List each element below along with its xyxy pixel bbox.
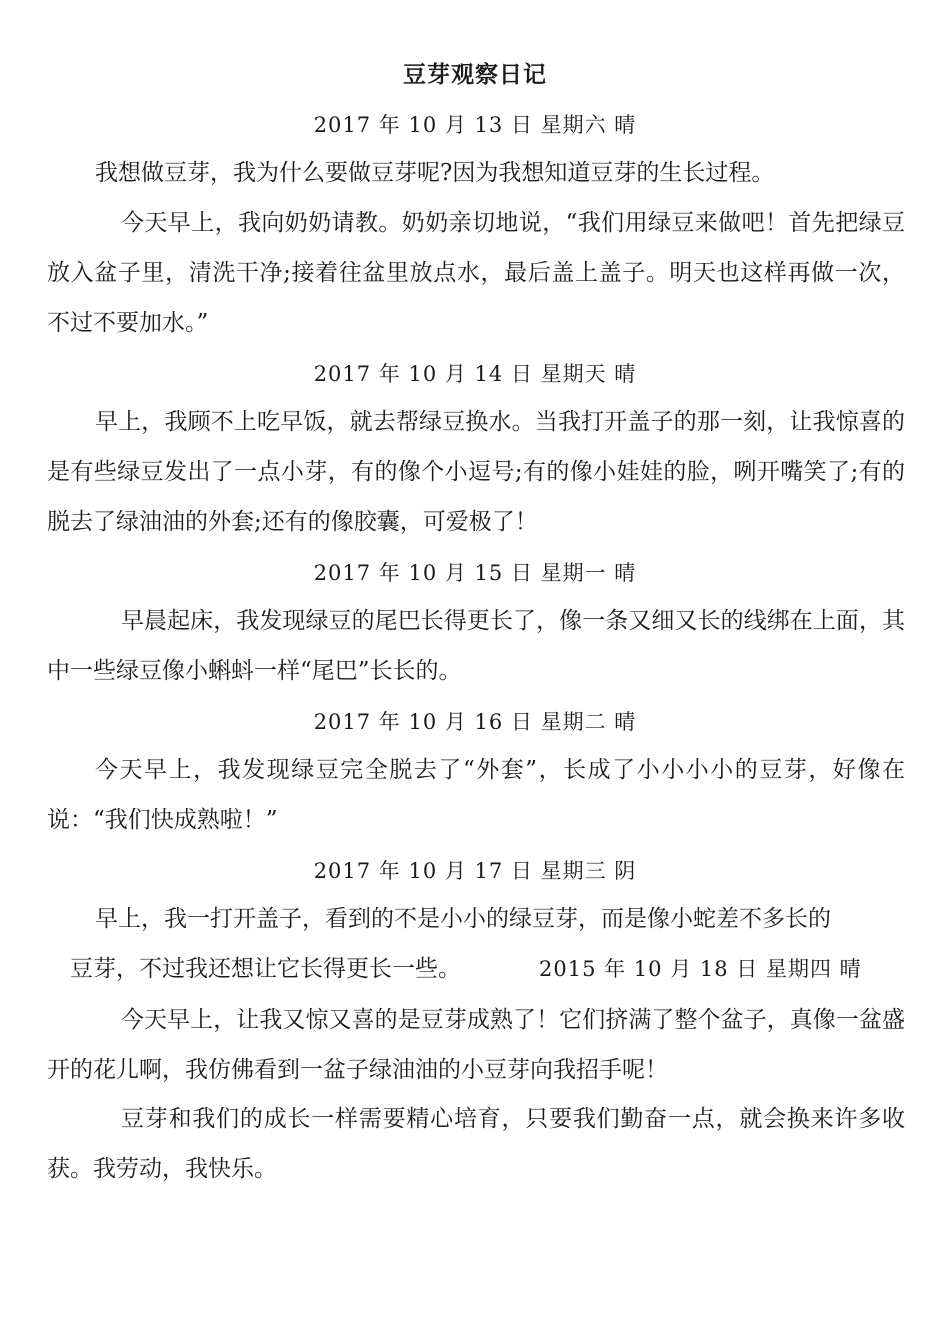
document-title: 豆芽观察日记 bbox=[403, 61, 547, 88]
entry-5-paragraph-2 bbox=[70, 944, 905, 994]
entry-2-paragraph-1: 早上，我顾不上吃早饭，就去帮绿豆换水。当我打开盖子的那一刻，让我惊喜的是有些绿豆发出了一点小芽，有的像个小逗号;有的像小娃娃的脸，咧开嘴笑了;有的脱去了绿油油的外套;还有的像胶囊，可爱极了！ bbox=[47, 409, 905, 535]
entry-date-6: 2015 年 10 月 18 日 星期四 晴 bbox=[539, 957, 862, 981]
entry-4-paragraph-1: 今天早上，我发现绿豆完全脱去了“外套”，长成了小小小小的豆芽，好像在说：“我们快成熟啦！” bbox=[47, 757, 905, 833]
entry-5-paragraph-2-text: 豆芽，不过我还想让它长得更长一些。 bbox=[70, 956, 461, 982]
entry-date-2: 2017 年 10 月 14 日 星期天 晴 bbox=[313, 362, 637, 386]
entry-date-3: 2017 年 10 月 15 日 星期一 晴 bbox=[313, 561, 637, 585]
entry-1-paragraph-1: 我想做豆芽，我为什么要做豆芽呢?因为我想知道豆芽的生长过程。 bbox=[95, 160, 775, 186]
entry-1-paragraph-2: 今天早上，我向奶奶请教。奶奶亲切地说，“我们用绿豆来做吧！首先把绿豆放入盆子里，清洗干净;接着往盆里放点水，最后盖上盖子。明天也这样再做一次，不过不要加水。” bbox=[47, 210, 905, 336]
entry-6-paragraph-1: 今天早上，让我又惊又喜的是豆芽成熟了！它们挤满了整个盆子，真像一盆盛开的花儿啊，我仿佛看到一盆子绿油油的小豆芽向我招手呢！ bbox=[47, 1007, 905, 1083]
entry-5-paragraph-1: 早上，我一打开盖子，看到的不是小小的绿豆芽，而是像小蛇差不多长的 bbox=[95, 906, 831, 932]
entry-date-1: 2017 年 10 月 13 日 星期六 晴 bbox=[313, 113, 637, 137]
entry-6-paragraph-2: 豆芽和我们的成长一样需要精心培育，只要我们勤奋一点，就会换来许多收获。我劳动，我快乐。 bbox=[47, 1106, 905, 1182]
entry-date-5: 2017 年 10 月 17 日 星期三 阴 bbox=[313, 859, 637, 883]
entry-3-paragraph-1: 早晨起床，我发现绿豆的尾巴长得更长了，像一条又细又长的线绑在上面，其中一些绿豆像小蝌蚪一样“尾巴”长长的。 bbox=[47, 608, 905, 684]
entry-date-4: 2017 年 10 月 16 日 星期二 晴 bbox=[313, 710, 637, 734]
